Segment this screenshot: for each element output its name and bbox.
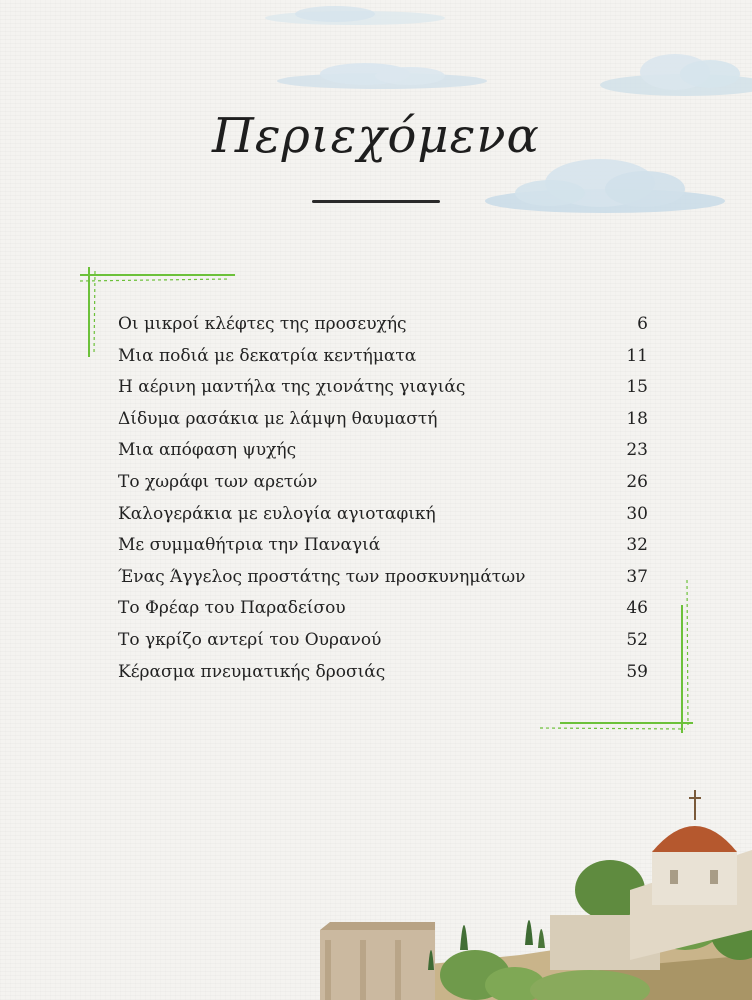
- toc-entry-title: Το Φρέαρ του Παραδείσου: [118, 598, 346, 619]
- stone-building: [320, 922, 435, 1000]
- toc-entry-title: Ένας Άγγελος προστάτης των προσκυνημάτων: [118, 566, 526, 587]
- toc-page-number: 18: [626, 408, 648, 429]
- toc-page-number: 6: [637, 314, 648, 334]
- toc-row[interactable]: [118, 472, 648, 504]
- toc-row[interactable]: [118, 630, 648, 662]
- toc-page-number: 23: [626, 440, 648, 461]
- toc-page-number: 46: [626, 598, 648, 619]
- toc-row[interactable]: [118, 377, 648, 409]
- domed-chapel: [652, 790, 737, 905]
- cloud-illustration: [255, 0, 455, 30]
- toc-row[interactable]: [118, 440, 648, 472]
- cloud-illustration: [270, 55, 495, 95]
- toc-page-number: 59: [626, 661, 648, 682]
- toc-page-number: 37: [626, 566, 648, 587]
- toc-entry-title: Μια απόφαση ψυχής: [118, 440, 297, 461]
- toc-page-number: 11: [626, 345, 648, 366]
- toc-entry-title: Το χωράφι των αρετών: [118, 471, 318, 492]
- toc-entry-title: Με συμμαθήτρια την Παναγιά: [118, 535, 381, 556]
- toc-row[interactable]: [118, 535, 648, 567]
- toc-entry-title: Μια ποδιά με δεκατρία κεντήματα: [118, 345, 417, 366]
- toc-entry-title: Δίδυμα ρασάκια με λάμψη θαυμαστή: [118, 408, 438, 429]
- toc-entry-title: Οι μικροί κλέφτες της προσευχής: [118, 314, 407, 334]
- toc-row[interactable]: [118, 662, 648, 694]
- toc-row[interactable]: [118, 567, 648, 599]
- table-of-contents: [118, 314, 648, 693]
- toc-page-number: 52: [626, 629, 648, 650]
- toc-entry-title: Το γκρίζο αντερί του Ουρανού: [118, 629, 382, 650]
- toc-page-number: 26: [626, 471, 648, 492]
- page-title: Περιεχόμενα: [212, 108, 540, 164]
- toc-row[interactable]: [118, 504, 648, 536]
- toc-page-number: 32: [626, 535, 648, 556]
- toc-entry-title: Καλογεράκια με ευλογία αγιοταφική: [118, 503, 436, 524]
- title-underline: [312, 200, 440, 203]
- toc-row[interactable]: [118, 314, 648, 346]
- toc-row[interactable]: [118, 409, 648, 441]
- toc-row[interactable]: [118, 598, 648, 630]
- toc-row[interactable]: [118, 346, 648, 378]
- toc-entry-title: Κέρασμα πνευματικής δροσιάς: [118, 661, 386, 682]
- toc-entry-title: Η αέρινη μαντήλα της χιονάτης γιαγιάς: [118, 377, 466, 398]
- toc-page-number: 15: [626, 377, 648, 398]
- cloud-illustration: [595, 40, 752, 105]
- monastery-illustration: [300, 780, 752, 1000]
- toc-page-number: 30: [626, 503, 648, 524]
